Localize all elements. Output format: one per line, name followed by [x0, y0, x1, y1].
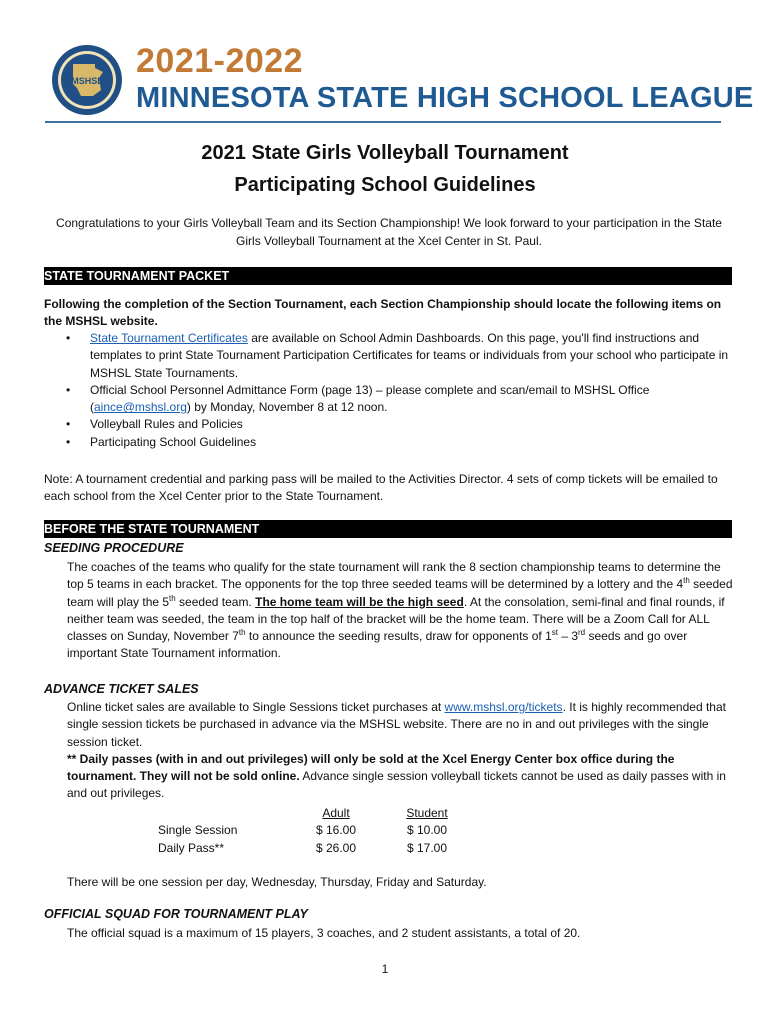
seeding-heading: SEEDING PROCEDURE [44, 541, 184, 555]
section-heading-before: BEFORE THE STATE TOURNAMENT [44, 522, 260, 536]
packet-lead: Following the completion of the Section Tournament, each Section Championship should locate the following items on the MSHSL website. [44, 297, 722, 329]
page-title-line2: Participating School Guidelines [234, 174, 536, 196]
page-number: 1 [381, 962, 389, 976]
price-label: Daily Pass** [158, 840, 225, 855]
email-link[interactable]: aince@mshsl.org [94, 400, 187, 415]
mshsl-seal-logo [51, 44, 123, 116]
squad-heading: OFFICIAL SQUAD FOR TOURNAMENT PLAY [44, 907, 308, 921]
header-league-name: MINNESOTA STATE HIGH SCHOOL LEAGUE [136, 82, 754, 114]
table-row [158, 804, 472, 822]
seeding-paragraph: The coaches of the teams who qualify for the state tournament will rank the 8 section championship teams to determine the top 5 teams in each bracket. The opponents for the top three seeded teams will be determined by a lottery and the 4th seeded team will play the 5th seeded team. The home team will be the high seed. At the consolation, semi-final and final rounds, if neither team was seeded, the team in the top half of the bracket will be the home team. There will be a Zoom Call for ALL classes on Sunday, November 7th to announce the seeding results, draw for opponents of 1st – 3rd seeds and go over important State Tournament information. [67, 560, 733, 661]
list-item-text: are available on School Admin Dashboards. On this page, you'll find instructions and templates to print State Tournament Participation Certificates for teams or individuals from your school who participate in MSHSL State Tournaments. [90, 331, 729, 380]
certificates-link[interactable]: State Tournament Certificates [90, 331, 248, 345]
price-label: Single Session [158, 823, 238, 838]
table-row [158, 822, 472, 840]
list-item-text: Participating School Guidelines [90, 434, 257, 449]
student-price: $ 10.00 [406, 823, 448, 838]
logo-text: MSHSL [71, 76, 103, 86]
squad-text: The official squad is a maximum of 15 players, 3 coaches, and 2 student assistants, a total of 20. [67, 926, 581, 940]
home-team-rule: The home team will be the high seed [255, 594, 464, 609]
packet-note: Note: A tournament credential and parking pass will be mailed to the Activities Director. 4 sets of comp tickets will be emailed to each school from the Xcel Center prior to the State Tournament. [44, 472, 718, 504]
student-price: $ 17.00 [406, 840, 448, 855]
list-item [66, 416, 736, 433]
adult-price: $ 26.00 [315, 840, 357, 855]
tickets-heading: ADVANCE TICKET SALES [44, 682, 199, 696]
page-title-line1: 2021 State Girls Volleyball Tournament [201, 142, 569, 164]
list-item [66, 330, 736, 382]
tickets-paragraph: Online ticket sales are available to Single Sessions ticket purchases at www.mshsl.org/tickets. It is highly recommended that single session tickets be purchased in advance via the MSHSL website. There are no in and out privileges with the single session ticket. ** Daily passes (with in and out privileges) will only be sold at the Xcel Energy Center box office during the tournament. They will not be sold online. Advance single session volleyball tickets cannot be used as daily passes with in and out privileges. [67, 700, 726, 801]
list-item-text: ) by Monday, November 8 at 12 noon. [186, 400, 388, 415]
list-item [66, 434, 736, 451]
section-bar-packet-fill [236, 267, 732, 285]
header-year: 2021-2022 [136, 42, 304, 80]
header-divider [45, 121, 721, 123]
ticket-price-table [158, 804, 472, 857]
sessions-note: There will be one session per day, Wednesday, Thursday, Friday and Saturday. [67, 875, 487, 889]
packet-list [66, 330, 736, 451]
list-item-text: Volleyball Rules and Policies [90, 417, 243, 432]
column-header: Adult [322, 805, 350, 820]
column-header: Student [406, 805, 448, 820]
list-item [66, 382, 736, 417]
section-heading-packet: STATE TOURNAMENT PACKET [44, 267, 233, 285]
intro-paragraph: Congratulations to your Girls Volleyball Team and its Section Championship! We look forward to your participation in the State Girls Volleyball Tournament at the Xcel Center in St. Paul. [56, 216, 722, 248]
table-row [158, 839, 472, 857]
tickets-link[interactable]: www.mshsl.org/tickets [444, 700, 563, 714]
list-item-text: Official School Personnel Admittance Form (page 13) – please complete and scan/email to MSHSL Office ( [90, 382, 650, 415]
adult-price: $ 16.00 [315, 823, 357, 838]
